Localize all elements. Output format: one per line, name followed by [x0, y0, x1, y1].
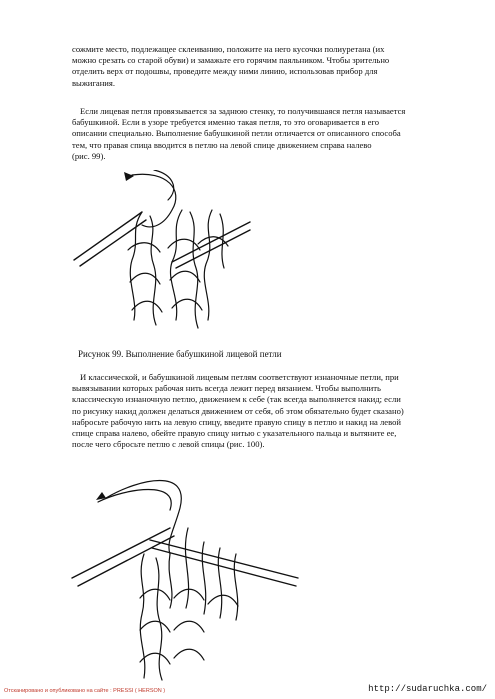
stitch-column [190, 212, 198, 328]
stitch-arc [170, 271, 200, 282]
left-needle-edge [176, 230, 250, 268]
stitch-column [156, 558, 162, 680]
paragraph-purl-stitch [72, 372, 444, 450]
right-needle [72, 528, 170, 578]
text-line: выжигания. [72, 77, 116, 88]
figure-99-caption: Рисунок 99. Выполнение бабушкиной лицевой петли [78, 349, 282, 359]
left-needle-edge [152, 548, 296, 586]
text-line: можно срезать со старой обуви) и замажьте его горячим паяльником. Чтобы зрительно [72, 55, 390, 66]
right-needle-edge [78, 536, 174, 586]
paragraph-glue-sole [72, 44, 444, 89]
footer-scan-credit: Отсканировано и опубликовано на сайте : PRESSI ( HERSON ) [4, 688, 166, 694]
text-line: после чего сбросьте петлю с левой спицы (рис. 100). [72, 439, 265, 450]
figure-99-knitting-illustration [72, 170, 252, 338]
stitch-arc [168, 239, 200, 250]
stitch-column [130, 212, 142, 320]
text-line: спице справа налево, обейте правую спицу нитью с указательного пальца и вытяните ее, [72, 428, 397, 439]
text-line: классическую изнаночную петлю, движением к себе (так всегда выполняется накид; если [72, 394, 401, 405]
working-yarn [106, 481, 181, 555]
direction-arrow [124, 172, 134, 181]
text-line: сожмите место, подлежащее склеиванию, положите на него кусочки полиуретана (их [72, 44, 385, 54]
text-line: отделить верх от подошвы, проведите между ними линию, использовав прибор для [72, 66, 378, 77]
stitch-column [202, 542, 205, 614]
text-line: вывязывании которых рабочая нить всегда лежит перед вязанием. Чтобы выполнить [72, 383, 381, 394]
text-line: И классической, и бабушкиной лицевым петлям соответствуют изнаночные петли, при [80, 372, 399, 382]
figure-100-knitting-illustration [70, 458, 300, 683]
text-line: Если лицевая петля провязывается за заднюю стенку, то получившаяся петля называется [80, 106, 406, 116]
left-needle [150, 540, 298, 578]
stitch-column [150, 216, 156, 325]
text-line: (рис. 99). [72, 150, 106, 161]
stitch-arc [208, 595, 238, 606]
stitch-arc [140, 621, 170, 632]
left-needle [172, 222, 250, 262]
stitch-arc [174, 621, 204, 632]
stitch-arc [132, 301, 162, 312]
paragraph-granny-stitch [72, 106, 444, 162]
stitch-column [204, 210, 212, 320]
stitch-column [234, 554, 237, 620]
stitch-arc [140, 589, 170, 600]
text-line: набросьте рабочую нить на левую спицу, введите правую спицу в петлю и накид на левой [72, 416, 402, 427]
working-yarn-inner [98, 490, 171, 511]
stitch-arc [174, 649, 204, 660]
stitch-arc [128, 243, 160, 252]
stitch-column [185, 528, 188, 608]
text-line: тем, что правая спица вводится в петлю на левой спице движением справа налево [72, 139, 372, 150]
text-line: описании специально. Выполнение бабушкиной петли отличается от описанного способа [72, 128, 401, 139]
footer-site-link[interactable]: http://sudaruchka.com/ [368, 684, 487, 694]
right-needle [74, 212, 142, 260]
text-line: по рисунку накид должен делаться движением от себя, об этом обязательно будет сказано) [72, 405, 404, 416]
text-line: бабушкиной. Если в узоре требуется именно такая петля, то это оговаривается в его [72, 117, 380, 128]
